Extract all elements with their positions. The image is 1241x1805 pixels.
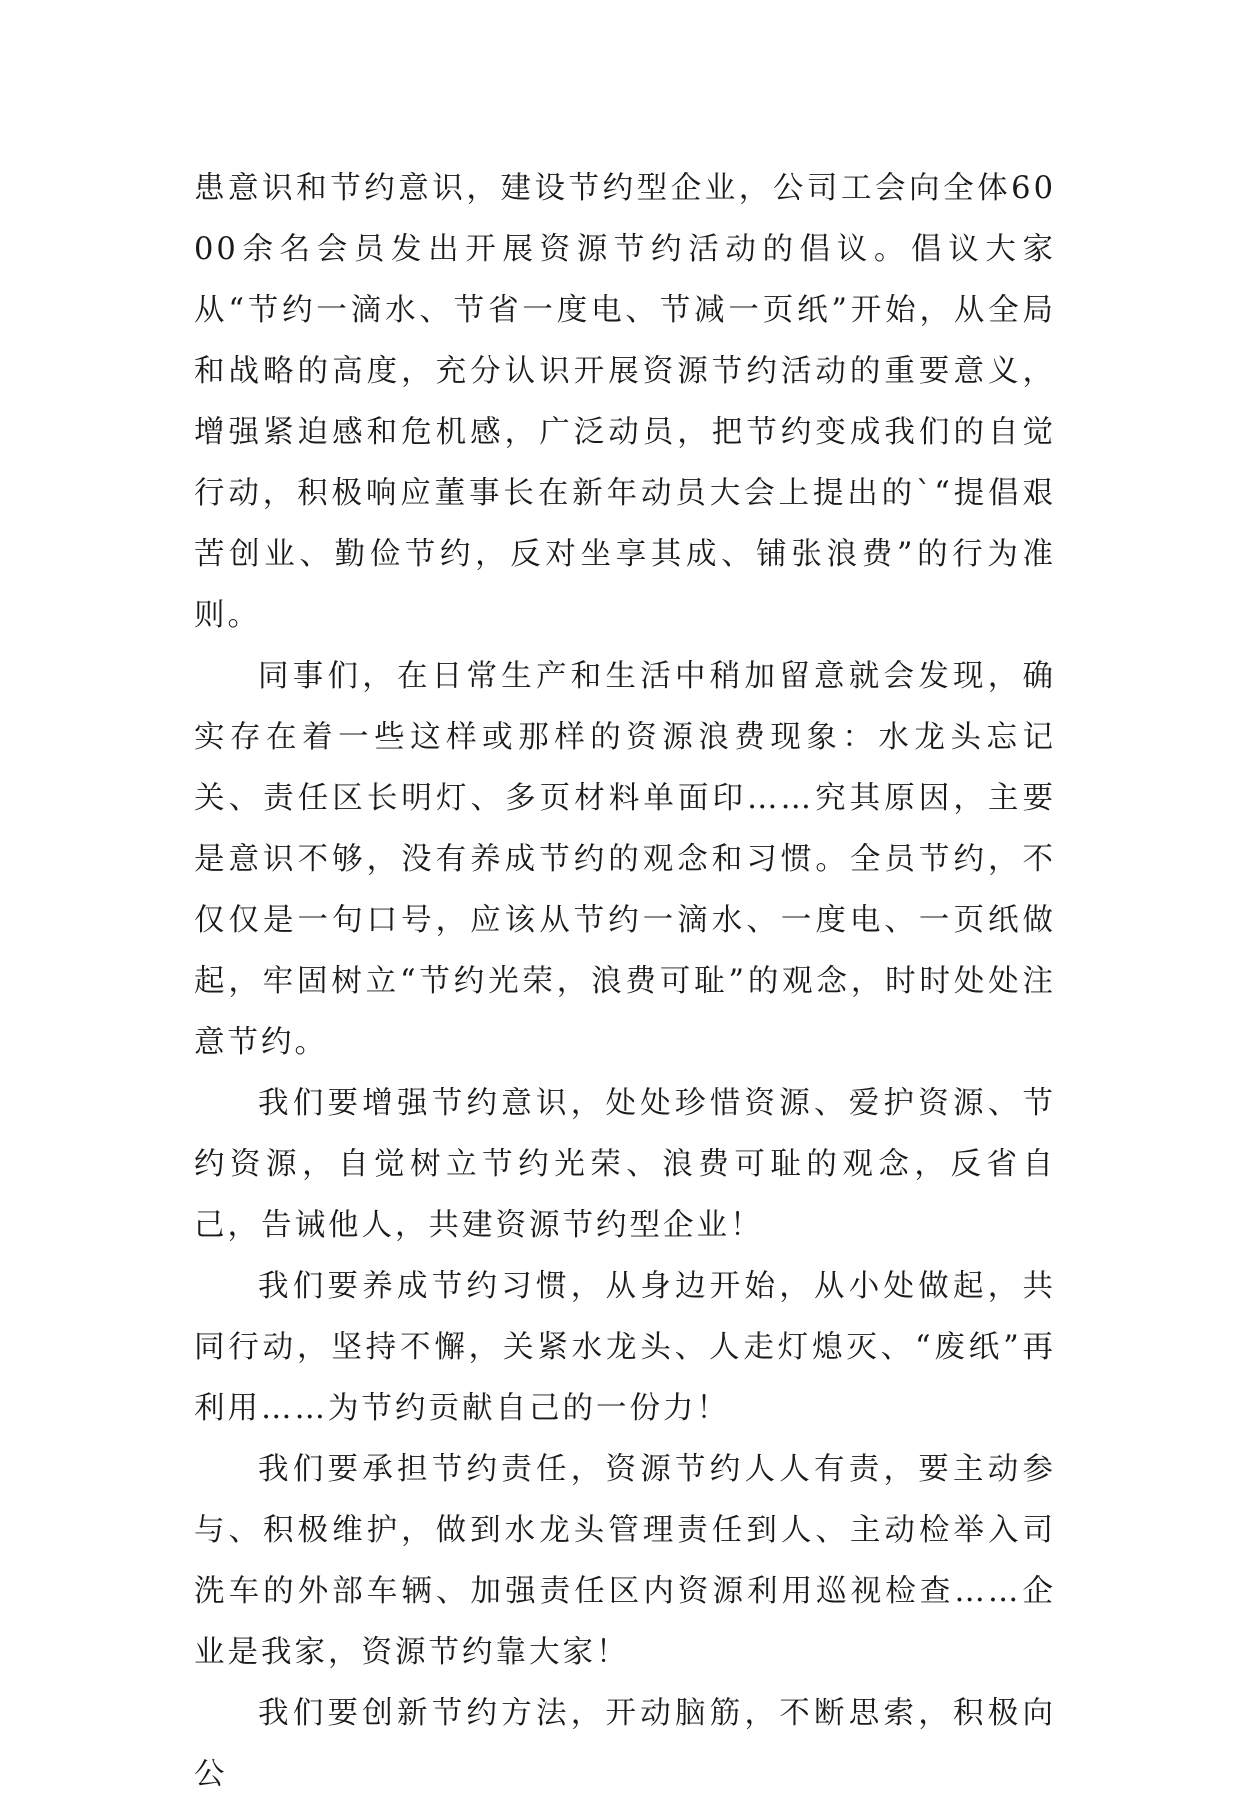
paragraph-4: 我们要养成节约习惯，从身边开始，从小处做起，共同行动，坚持不懈，关紧水龙头、人走灯熄灭、“废纸”再利用……为节约贡献自己的一份力！ — [194, 1269, 1056, 1426]
document-body — [194, 158, 1056, 1805]
paragraph-2: 同事们，在日常生产和生活中稍加留意就会发现，确实存在着一些这样或那样的资源浪费现象：水龙头忘记关、责任区长明灯、多页材料单面印……究其原因，主要是意识不够，没有养成节约的观念和习惯。全员节约，不仅仅是一句口号，应该从节约一滴水、一度电、一页纸做起，牢固树立“节约光荣，浪费可耻”的观念，时时处处注意节约。 — [194, 659, 1056, 1060]
paragraph-3: 我们要增强节约意识，处处珍惜资源、爱护资源、节约资源，自觉树立节约光荣、浪费可耻的观念，反省自己，告诫他人，共建资源节约型企业！ — [194, 1086, 1056, 1243]
paragraph-1: 患意识和节约意识，建设节约型企业，公司工会向全体6000余名会员发出开展资源节约活动的倡议。倡议大家从“节约一滴水、节省一度电、节减一页纸”开始，从全局和战略的高度，充分认识开展资源节约活动的重要意义，增强紧迫感和危机感，广泛动员，把节约变成我们的自觉行动，积极响应董事长在新年动员大会上提出的`“提倡艰苦创业、勤俭节约，反对坐享其成、铺张浪费”的行为准则。 — [194, 171, 1056, 633]
paragraph-5: 我们要承担节约责任，资源节约人人有责，要主动参与、积极维护，做到水龙头管理责任到人、主动检举入司洗车的外部车辆、加强责任区内资源利用巡视检查……企业是我家，资源节约靠大家！ — [194, 1452, 1056, 1670]
paragraph-6: 我们要创新节约方法，开动脑筋，不断思索，积极向公 — [194, 1696, 1056, 1792]
